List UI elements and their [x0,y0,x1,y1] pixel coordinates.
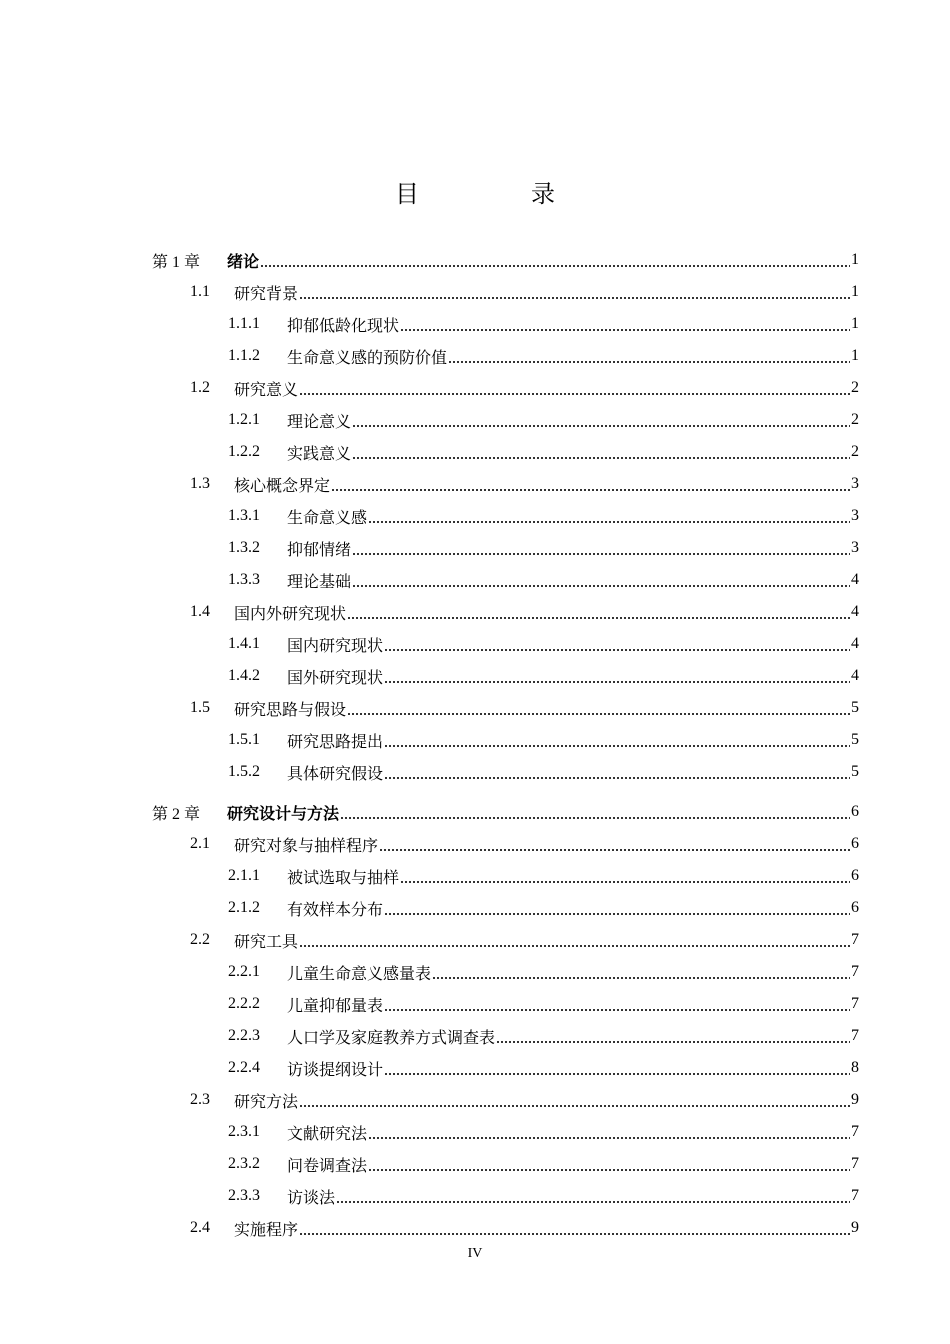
toc-entry-number: 2.2.1 [228,963,260,980]
toc-entry-title: 具体研究假设 [287,763,384,783]
toc-entry-page: 6 [851,835,859,852]
toc-entry-title: 研究工具 [234,931,299,951]
toc-dot-leader [448,348,850,364]
toc-entry-page: 9 [851,1219,859,1236]
toc-entry-number: 2.2.3 [228,1027,260,1044]
toc-dot-leader [260,252,850,268]
toc-entry-title: 理论意义 [287,411,352,431]
toc-entry-title: 国内研究现状 [287,635,384,655]
toc-subsection-entry[interactable] [0,1148,950,1180]
toc-section-entry[interactable] [0,1084,950,1116]
table-of-contents [0,244,950,1244]
toc-section-entry[interactable] [0,468,950,500]
toc-dot-leader [340,804,850,820]
toc-entry-page: 7 [851,931,859,948]
toc-dot-leader [400,868,850,884]
toc-entry-title: 绪论 [227,251,260,271]
toc-entry-number: 1.2.2 [228,443,260,460]
toc-dot-leader [384,636,850,652]
toc-entry-title: 生命意义感 [287,507,368,527]
toc-dot-leader [368,1124,850,1140]
toc-subsection-entry[interactable] [0,564,950,596]
toc-dot-leader [299,380,850,396]
toc-entry-title: 访谈法 [287,1187,336,1207]
toc-entry-page: 7 [851,1027,859,1044]
toc-entry-number: 第 2 章 [152,805,201,823]
toc-entry-number: 2.2.4 [228,1059,260,1076]
toc-subsection-entry[interactable] [0,1180,950,1212]
toc-subsection-entry[interactable] [0,860,950,892]
toc-section-entry[interactable] [0,924,950,956]
toc-entry-page: 1 [851,315,859,332]
toc-dot-leader [384,996,850,1012]
toc-dot-leader [496,1028,850,1044]
toc-dot-leader [299,932,850,948]
toc-entry-title: 研究背景 [234,283,299,303]
toc-entry-number: 1.4.2 [228,667,260,684]
toc-dot-leader [331,476,850,492]
toc-entry-number: 1.3.1 [228,507,260,524]
toc-dot-leader [299,1092,850,1108]
toc-entry-page: 3 [851,539,859,556]
toc-entry-number: 1.5 [190,699,210,716]
toc-section-entry[interactable] [0,828,950,860]
toc-entry-number: 1.2 [190,379,210,396]
toc-entry-page: 7 [851,1187,859,1204]
toc-subsection-entry[interactable] [0,308,950,340]
toc-entry-number: 2.1.2 [228,899,260,916]
toc-entry-title: 研究设计与方法 [227,803,340,823]
toc-entry-title: 抑郁情绪 [287,539,352,559]
toc-dot-leader [384,732,850,748]
toc-entry-page: 4 [851,635,859,652]
toc-entry-page: 4 [851,603,859,620]
toc-entry-title: 儿童抑郁量表 [287,995,384,1015]
toc-entry-page: 4 [851,571,859,588]
page-title: 目 录 [395,180,599,208]
toc-entry-title: 研究方法 [234,1091,299,1111]
toc-dot-leader [352,572,850,588]
toc-entry-page: 5 [851,763,859,780]
toc-entry-title: 研究对象与抽样程序 [234,835,379,855]
toc-dot-leader [336,1188,850,1204]
toc-subsection-entry[interactable] [0,956,950,988]
toc-entry-number: 第 1 章 [152,253,201,271]
toc-dot-leader [379,836,850,852]
toc-entry-title: 核心概念界定 [234,475,331,495]
toc-entry-title: 抑郁低龄化现状 [287,315,400,335]
toc-entry-number: 2.3.3 [228,1187,260,1204]
toc-entry-page: 5 [851,699,859,716]
toc-entry-number: 1.3 [190,475,210,492]
toc-entry-number: 1.4.1 [228,635,260,652]
toc-entry-title: 问卷调查法 [287,1155,368,1175]
toc-dot-leader [384,900,850,916]
toc-dot-leader [347,700,850,716]
toc-entry-page: 6 [851,803,859,820]
toc-entry-number: 2.4 [190,1219,210,1236]
toc-subsection-entry[interactable] [0,404,950,436]
toc-dot-leader [299,1220,850,1236]
toc-entry-title: 国外研究现状 [287,667,384,687]
toc-subsection-entry[interactable] [0,892,950,924]
toc-entry-number: 2.3 [190,1091,210,1108]
toc-entry-title: 实施程序 [234,1219,299,1239]
toc-entry-page: 6 [851,867,859,884]
toc-subsection-entry[interactable] [0,1116,950,1148]
toc-entry-page: 6 [851,899,859,916]
toc-entry-page: 9 [851,1091,859,1108]
page-number: IV [467,1246,483,1261]
toc-dot-leader [368,1156,850,1172]
toc-entry-page: 5 [851,731,859,748]
toc-subsection-entry[interactable] [0,724,950,756]
toc-entry-title: 研究思路与假设 [234,699,347,719]
toc-entry-page: 7 [851,995,859,1012]
toc-section-entry[interactable] [0,692,950,724]
toc-entry-title: 实践意义 [287,443,352,463]
toc-dot-leader [368,508,850,524]
toc-entry-page: 7 [851,1123,859,1140]
toc-entry-page: 2 [851,443,859,460]
toc-entry-title: 文献研究法 [287,1123,368,1143]
toc-entry-number: 1.5.2 [228,763,260,780]
toc-entry-title: 国内外研究现状 [234,603,347,623]
toc-entry-page: 2 [851,379,859,396]
toc-entry-number: 1.4 [190,603,210,620]
toc-dot-leader [400,316,850,332]
toc-dot-leader [384,764,850,780]
toc-subsection-entry[interactable] [0,756,950,788]
toc-dot-leader [299,284,850,300]
toc-entry-number: 2.2 [190,931,210,948]
toc-entry-page: 7 [851,1155,859,1172]
toc-subsection-entry[interactable] [0,660,950,692]
toc-entry-number: 1.1 [190,283,210,300]
toc-entry-title: 有效样本分布 [287,899,384,919]
toc-entry-number: 2.1.1 [228,867,260,884]
toc-entry-number: 1.5.1 [228,731,260,748]
toc-subsection-entry[interactable] [0,1020,950,1052]
toc-section-entry[interactable] [0,596,950,628]
toc-entry-title: 理论基础 [287,571,352,591]
toc-entry-title: 被试选取与抽样 [287,867,400,887]
toc-entry-page: 8 [851,1059,859,1076]
toc-dot-leader [384,668,850,684]
toc-dot-leader [432,964,850,980]
toc-subsection-entry[interactable] [0,988,950,1020]
toc-entry-page: 1 [851,283,859,300]
toc-dot-leader [384,1060,850,1076]
toc-entry-number: 2.2.2 [228,995,260,1012]
toc-dot-leader [352,412,850,428]
toc-entry-title: 生命意义感的预防价值 [287,347,448,367]
toc-dot-leader [352,444,850,460]
toc-section-entry[interactable] [0,1212,950,1244]
toc-entry-title: 研究思路提出 [287,731,384,751]
toc-entry-number: 1.3.3 [228,571,260,588]
toc-entry-number: 1.2.1 [228,411,260,428]
toc-entry-number: 1.1.2 [228,347,260,364]
toc-entry-title: 儿童生命意义感量表 [287,963,432,983]
toc-entry-page: 3 [851,507,859,524]
toc-subsection-entry[interactable] [0,436,950,468]
toc-entry-number: 2.3.2 [228,1155,260,1172]
toc-entry-page: 4 [851,667,859,684]
toc-subsection-entry[interactable] [0,500,950,532]
toc-dot-leader [347,604,850,620]
toc-entry-page: 1 [851,347,859,364]
toc-subsection-entry[interactable] [0,340,950,372]
toc-chapter-entry[interactable] [0,244,950,276]
toc-entry-title: 人口学及家庭教养方式调查表 [287,1027,496,1047]
toc-entry-page: 3 [851,475,859,492]
toc-entry-title: 研究意义 [234,379,299,399]
toc-subsection-entry[interactable] [0,628,950,660]
toc-entry-page: 7 [851,963,859,980]
toc-entry-number: 2.3.1 [228,1123,260,1140]
toc-section-entry[interactable] [0,372,950,404]
toc-entry-title: 访谈提纲设计 [287,1059,384,1079]
toc-entry-number: 2.1 [190,835,210,852]
toc-entry-page: 2 [851,411,859,428]
toc-section-entry[interactable] [0,276,950,308]
toc-entry-number: 1.3.2 [228,539,260,556]
toc-dot-leader [352,540,850,556]
toc-chapter-entry[interactable] [0,796,950,828]
toc-subsection-entry[interactable] [0,532,950,564]
toc-entry-number: 1.1.1 [228,315,260,332]
toc-subsection-entry[interactable] [0,1052,950,1084]
toc-entry-page: 1 [851,251,859,268]
